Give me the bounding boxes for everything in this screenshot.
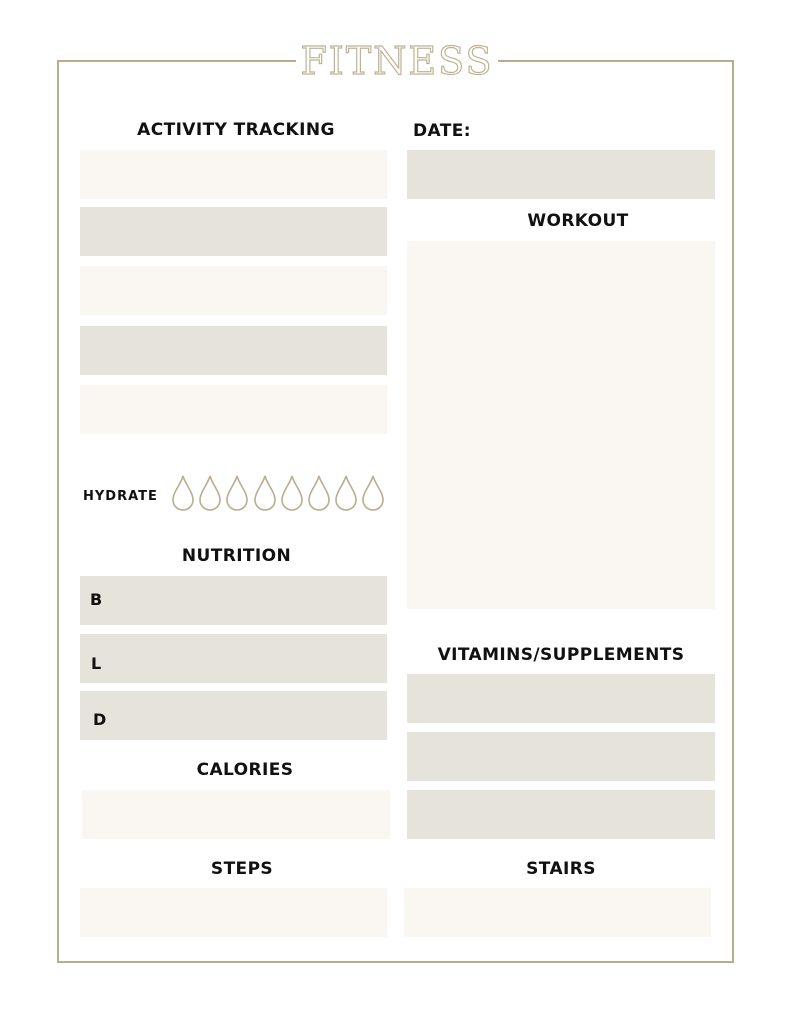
water-drop-icon[interactable] <box>171 474 195 512</box>
steps-field[interactable] <box>80 888 387 937</box>
water-drop-icon[interactable] <box>280 474 304 512</box>
workout-area[interactable] <box>407 241 715 609</box>
nutrition-heading: NUTRITION <box>181 546 292 566</box>
lunch-field[interactable] <box>80 634 387 683</box>
stairs-heading: STAIRS <box>526 859 596 879</box>
hydrate-label: HYDRATE <box>83 489 158 504</box>
lunch-label: L <box>91 654 102 673</box>
activity-heading: ACTIVITY TRACKING <box>137 120 335 140</box>
activity-field-5[interactable] <box>80 385 387 434</box>
vitamin-field-1[interactable] <box>407 674 715 723</box>
stairs-field[interactable] <box>404 888 711 937</box>
date-field[interactable] <box>407 150 715 199</box>
vitamin-field-2[interactable] <box>407 732 715 781</box>
activity-field-3[interactable] <box>80 266 387 315</box>
page-title: FITNESS <box>300 39 494 83</box>
workout-heading: WORKOUT <box>527 211 629 231</box>
water-drop-icon[interactable] <box>225 474 249 512</box>
water-drop-icon[interactable] <box>253 474 277 512</box>
activity-field-2[interactable] <box>80 207 387 256</box>
vitamin-field-3[interactable] <box>407 790 715 839</box>
dinner-field[interactable] <box>80 691 387 740</box>
water-drop-icon[interactable] <box>361 474 385 512</box>
dinner-label: D <box>93 710 107 729</box>
date-label: DATE: <box>413 121 471 141</box>
water-drop-icon[interactable] <box>334 474 358 512</box>
breakfast-label: B <box>90 590 103 609</box>
water-drop-icon[interactable] <box>307 474 331 512</box>
calories-heading: CALORIES <box>196 760 294 780</box>
calories-field[interactable] <box>82 790 390 839</box>
title-wrap <box>296 38 498 84</box>
activity-field-4[interactable] <box>80 326 387 375</box>
breakfast-field[interactable] <box>80 576 387 625</box>
steps-heading: STEPS <box>210 859 274 879</box>
vitamins-heading: VITAMINS/SUPPLEMENTS <box>437 645 685 665</box>
activity-field-1[interactable] <box>80 150 387 199</box>
water-drop-icon[interactable] <box>198 474 222 512</box>
